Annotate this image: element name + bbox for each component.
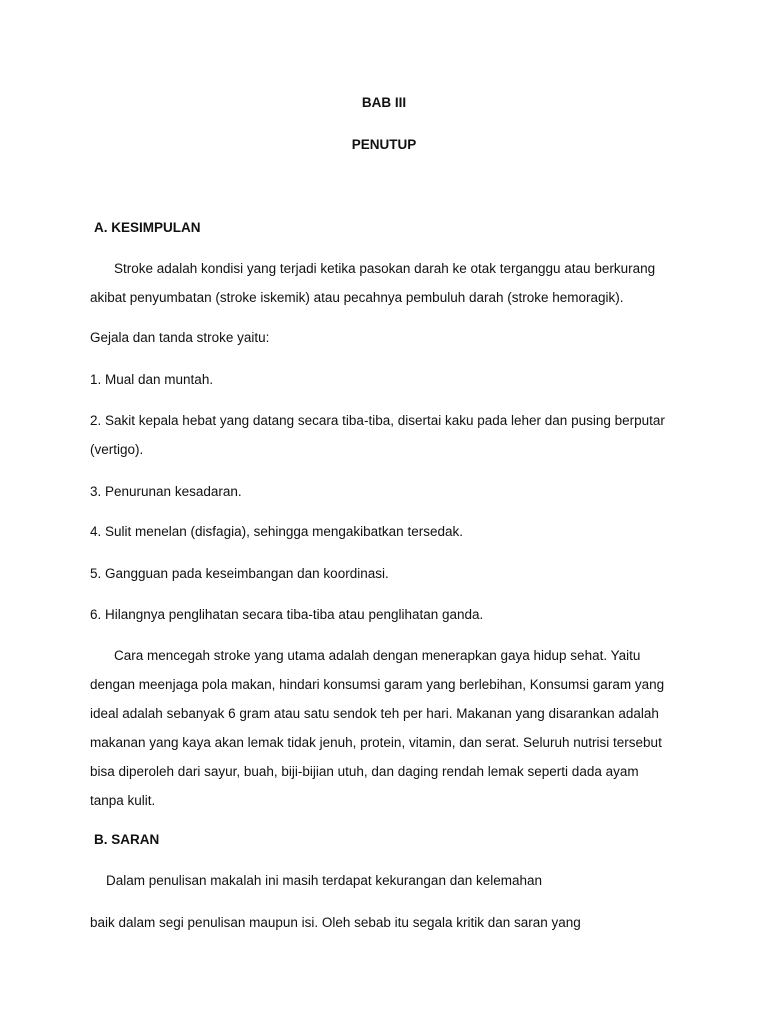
saran-line: baik dalam segi penulisan maupun isi. Oleh sebab itu segala kritik dan saran yang (90, 915, 581, 930)
symptom-item: 1. Mual dan muntah. (90, 372, 214, 387)
symptom-item: 4. Sulit menelan (disfagia), sehingga mengakibatkan tersedak. (90, 524, 463, 539)
symptom-item (90, 406, 680, 464)
chapter-label: BAB III (361, 95, 407, 110)
intro-line: Stroke adalah kondisi yang terjadi ketika pasokan darah ke otak terganggu atau berkurang (114, 261, 656, 276)
symptom-line: 2. Sakit kepala hebat yang datang secara tiba-tiba, disertai kaku pada leher dan pusing berputar (90, 413, 665, 428)
prevention-line: tanpa kulit. (90, 793, 156, 808)
prevention-line: bisa diperoleh dari sayur, buah, biji-bijian utuh, dan daging rendah lemak seperti dada ayam (90, 764, 639, 779)
symptom-line: (vertigo). (90, 442, 144, 457)
prevention-line: dengan meenjaga pola makan, hindari konsumsi garam yang berlebihan, Konsumsi garam yang (90, 677, 665, 692)
prevention-line: Cara mencegah stroke yang utama adalah dengan menerapkan gaya hidup sehat. Yaitu (114, 648, 641, 663)
chapter-title: PENUTUP (351, 137, 417, 152)
prevention-paragraph (90, 641, 680, 815)
symptoms-title: Gejala dan tanda stroke yaitu: (90, 330, 270, 345)
symptom-item: 5. Gangguan pada keseimbangan dan koordinasi. (90, 566, 389, 581)
intro-paragraph (90, 254, 680, 312)
section-b-heading: B. SARAN (94, 832, 160, 847)
prevention-line: ideal adalah sebanyak 6 gram atau satu sendok teh per hari. Makanan yang disarankan adalah (90, 706, 659, 721)
prevention-line: makanan yang kaya akan lemak tidak jenuh, protein, vitamin, dan serat. Seluruh nutrisi tersebut (90, 735, 662, 750)
symptom-item: 6. Hilangnya penglihatan secara tiba-tiba atau penglihatan ganda. (90, 607, 484, 622)
saran-line: Dalam penulisan makalah ini masih terdapat kekurangan dan kelemahan (106, 873, 543, 888)
intro-line: akibat penyumbatan (stroke iskemik) atau pecahnya pembuluh darah (stroke hemoragik). (90, 290, 624, 305)
symptom-item: 3. Penurunan kesadaran. (90, 484, 242, 499)
section-a-heading: A. KESIMPULAN (94, 220, 201, 235)
